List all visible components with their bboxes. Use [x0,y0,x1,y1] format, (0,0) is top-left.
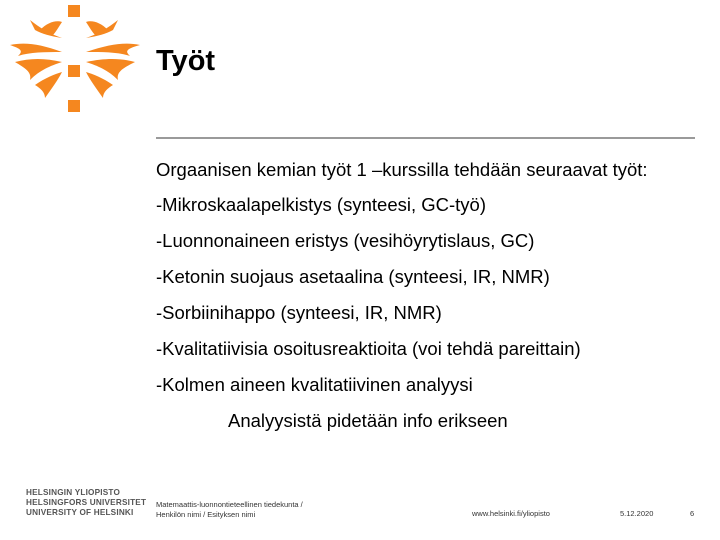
list-item: -Kvalitatiivisia osoitusreaktioita (voi tehdä pareittain) [156,338,581,359]
footer-faculty: Matemaattis-luonnontieteellinen tiedekunta / [156,500,303,509]
university-name-sv: HELSINGFORS UNIVERSITET [26,498,147,507]
footer-department [156,500,303,520]
university-flame-logo-icon [0,0,150,120]
intro-text: Orgaanisen kemian työt 1 –kurssilla tehdään seuraavat työt: [156,159,648,180]
university-name [26,488,146,518]
footer-presenter: Henkilön nimi / Esityksen nimi [156,510,256,519]
university-name-en: UNIVERSITY OF HELSINKI [26,508,134,517]
list-item: -Luonnonaineen eristys (vesihöyrytislaus, GC) [156,230,535,251]
title-divider [156,137,695,139]
list-item: -Sorbiinihappo (synteesi, IR, NMR) [156,302,442,323]
footer-date: 5.12.2020 [620,509,654,518]
list-item: -Ketonin suojaus asetaalina (synteesi, IR, NMR) [156,266,550,287]
footer-url: www.helsinki.fi/yliopisto [472,509,550,518]
university-name-fi: HELSINGIN YLIOPISTO [26,488,121,497]
note-text: Analyysistä pidetään info erikseen [228,410,508,431]
list-item: -Mikroskaalapelkistys (synteesi, GC-työ) [156,194,486,215]
list-item: -Kolmen aineen kvalitatiivinen analyysi [156,374,473,395]
slide-content [156,158,701,432]
slide-title: Työt [156,45,216,77]
page-number: 6 [690,509,695,518]
